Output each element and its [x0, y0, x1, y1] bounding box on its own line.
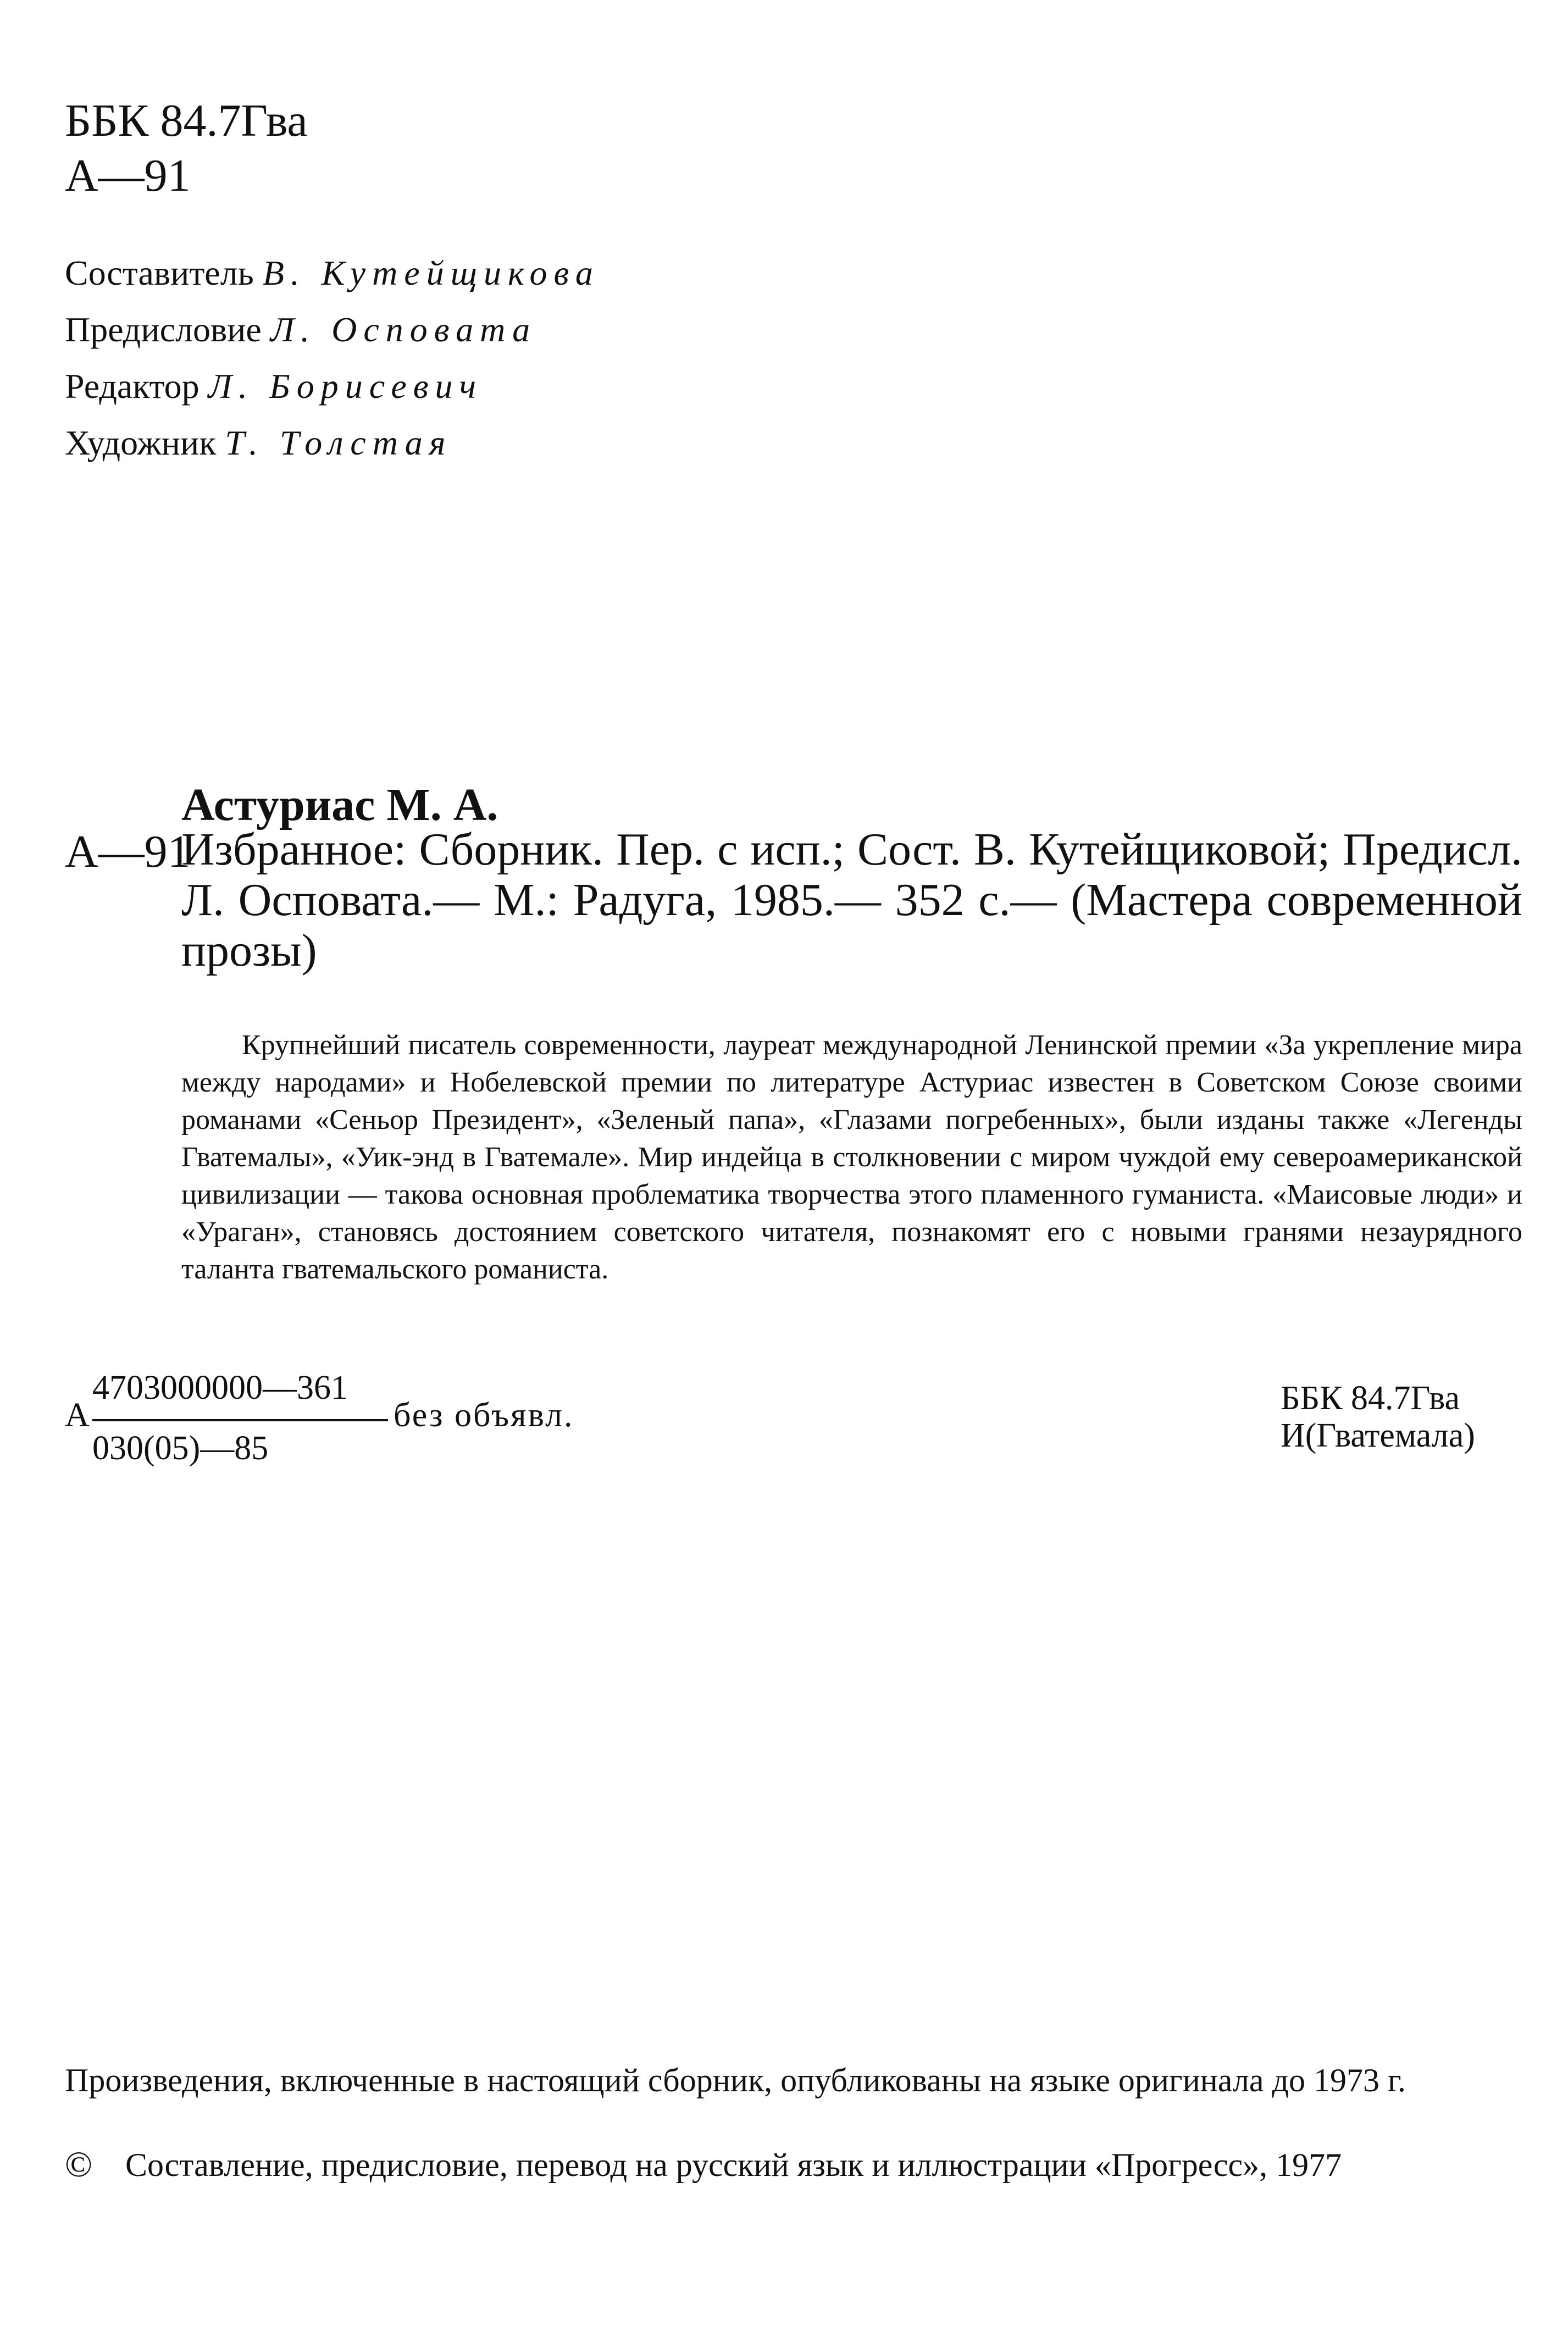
credit-role: Составитель — [65, 253, 254, 292]
fraction-line — [92, 1419, 388, 1421]
bibliographic-description: Избранное: Сборник. Пер. с исп.; Сост. В. Кутейщиковой; Предисл. Л. Осповата.— М.: Радуга, 1985.— 352 с.— (Мастера современной прозы) — [181, 824, 1522, 976]
index-code-letter: А — [65, 1397, 90, 1434]
publication-note: Произведения, включенные в настоящий сборник, опубликованы на языке оригинала до 1973 г. — [65, 2062, 1406, 2098]
credits-list — [65, 245, 600, 471]
bibliographic-code: А—91 — [65, 826, 191, 877]
bbk-header — [65, 93, 308, 203]
credit-artist — [65, 414, 600, 471]
copyright-text: Составление, предисловие, перевод на русский язык и иллюстрации «Прогресс», 1977 — [125, 2147, 1342, 2183]
bibliographic-author: Астуриас М. А. — [181, 779, 498, 830]
credit-foreword — [65, 301, 600, 358]
credit-editor — [65, 358, 600, 414]
bbk-footer — [1281, 1380, 1475, 1454]
index-code-numerator: 4703000000—361 — [92, 1369, 348, 1406]
bbk-classification: ББК 84.7Гва — [65, 95, 308, 146]
book-abstract: Крупнейший писатель современности, лауреат международной Ленинской премии «За укрепление мира между народами» и Нобелевской премии по литературе Астуриас известен в Советском Союзе своими романами «Сеньор Президент», «Зеленый папа», «Глазами погребенных», были изданы также «Легенды Гватемалы», «Уик-энд в Гватемале». Мир индейца в столкновении с миром чуждой ему североамериканской цивилизации — такова основная проблематика творчества этого пламенного гуманиста. «Маисовые люди» и «Ураган», становясь достоянием советского читателя, познакомят его с новыми гранями незаурядного таланта гватемальского романиста. — [181, 1029, 1522, 1285]
credit-role: Художник — [65, 423, 217, 462]
credit-role: Предисловие — [65, 310, 262, 349]
index-code-note: без объявл. — [394, 1397, 574, 1434]
credit-role: Редактор — [65, 367, 200, 406]
credit-name: Т. Толстая — [225, 423, 452, 462]
bbk-footer-line2: И(Гватемала) — [1281, 1417, 1475, 1454]
bbk-footer-line1: ББК 84.7Гва — [1281, 1380, 1460, 1417]
credit-name: Л. Осповата — [270, 310, 537, 349]
credit-name: Л. Борисевич — [208, 367, 483, 406]
index-code-denominator: 030(05)—85 — [92, 1430, 269, 1467]
credit-compiler — [65, 245, 600, 301]
copyright-icon: © — [65, 2145, 93, 2185]
credit-name: В. Кутейщикова — [262, 253, 600, 292]
author-code: А—91 — [65, 150, 191, 201]
